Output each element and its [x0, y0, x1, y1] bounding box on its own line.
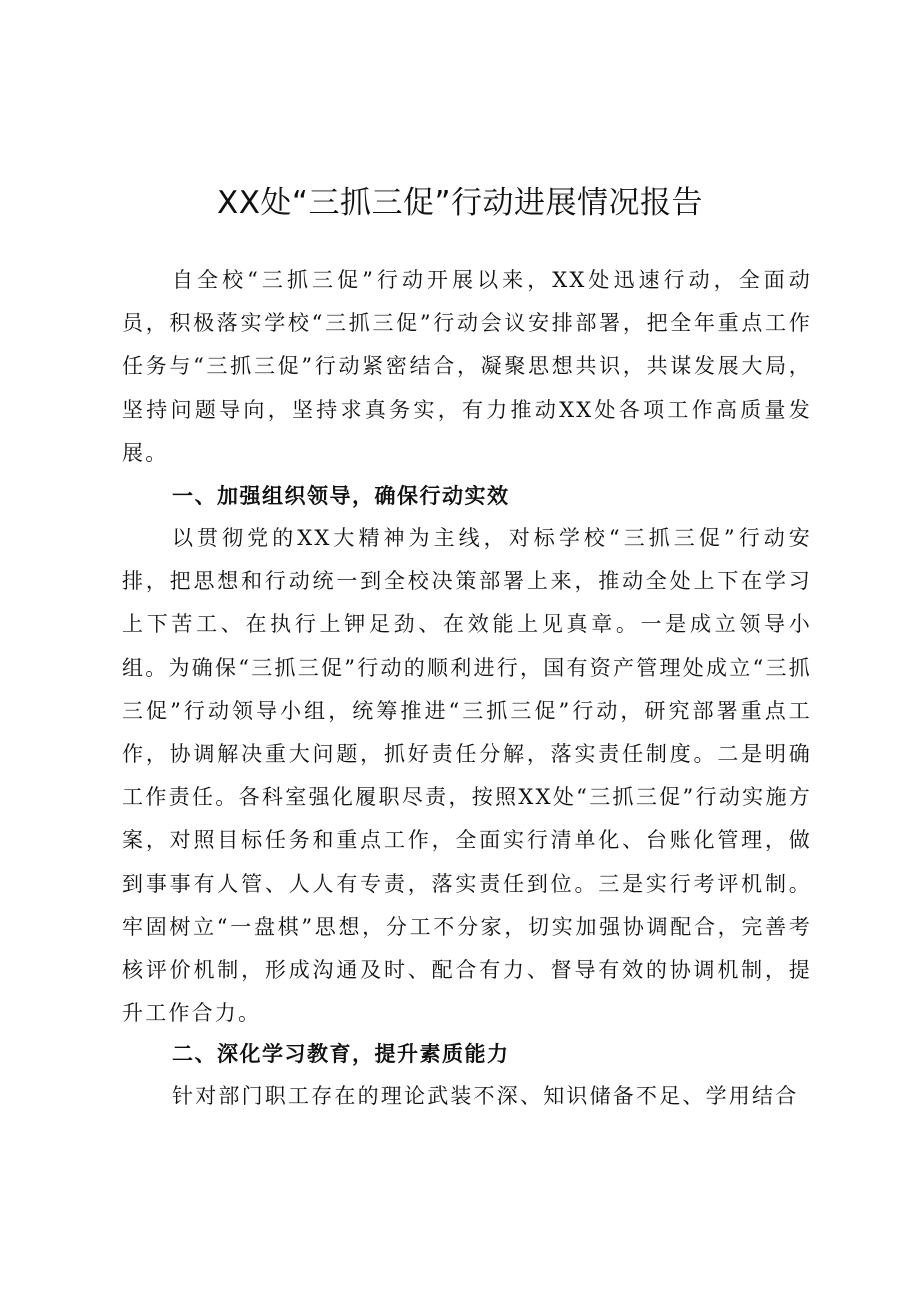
document-title: XX处“三抓三促”行动进展情况报告	[216, 185, 704, 221]
intro-paragraph: 自全校“三抓三促”行动开展以来，XX处迅速行动，全面动员，积极落实学校“三抓三促”行动会议安排部署，把全年重点工作任务与“三抓三促”行动紧密结合，凝聚思想共识，共谋发展大局，坚持问题导向，坚持求真务实，有力推动XX处各项工作高质量发展。	[122, 268, 812, 465]
section-2-heading: 二、深化学习教育，提升素质能力	[172, 1042, 510, 1066]
section-1-paragraph: 以贯彻党的XX大精神为主线，对标学校“三抓三促”行动安排，把思想和行动统一到全校决策部署上来，推动全处上下在学习上下苦工、在执行上钾足劲、在效能上见真章。一是成立领导小组。为确保“三抓三促”行动的顺利进行，国有资产管理处成立“三抓三促”行动领导小组，统筹推进“三抓三促”行动，研究部署重点工作，协调解决重大问题，抓好责任分解，落实责任制度。二是明确工作责任。各科室强化履职尽责，按照XX处“三抓三促”行动实施方案，对照目标任务和重点工作，全面实行清单化、台账化管理，做到事事有人管、人人有专责，落实责任到位。三是实行考评机制。牢固树立“一盘棋”思想，分工不分家，切实加强协调配合，完善考核评价机制，形成沟通及时、配合有力、督导有效的协调机制，提升工作合力。	[122, 526, 812, 1026]
section-1-heading: 一、加强组织领导，确保行动实效	[172, 484, 510, 508]
section-2-paragraph: 针对部门职工存在的理论武装不深、知识储备不足、学用结合	[172, 1084, 799, 1108]
